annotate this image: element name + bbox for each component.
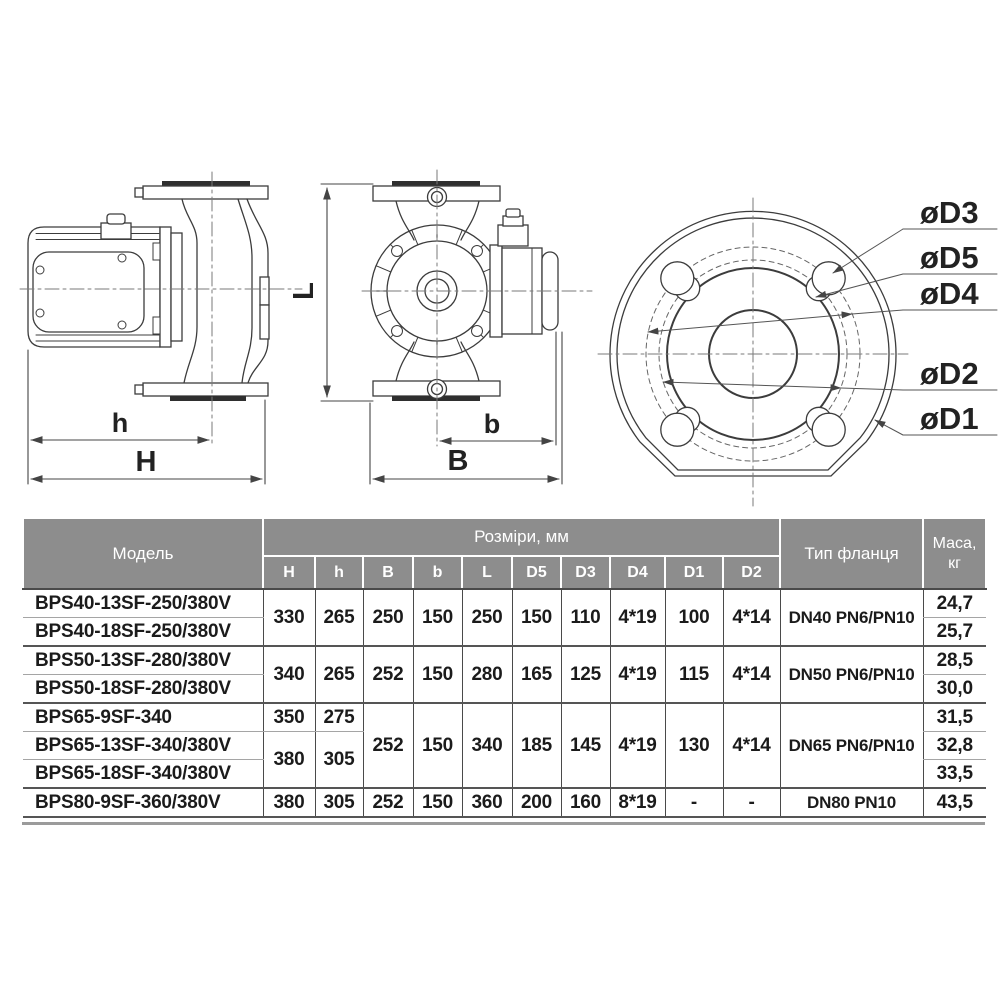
pump-body-inner: [238, 199, 252, 383]
side-view: [20, 172, 302, 484]
cell-D1: 100: [665, 589, 723, 646]
dim-label-b: b: [483, 409, 501, 439]
cell-model: BPS65-9SF-340: [23, 703, 263, 732]
cell-h: 275: [315, 703, 363, 732]
cell-flange-type: DN50 PN6/PN10: [780, 646, 923, 703]
cell-H: 340: [263, 646, 315, 703]
cell-D3: 110: [561, 589, 610, 646]
terminal-box-cap: [506, 209, 520, 217]
cell-flange-type: DN80 PN10: [780, 788, 923, 817]
cell-mass: 32,8: [923, 732, 986, 760]
volute-boss: [472, 326, 483, 337]
cell-D1: 130: [665, 703, 723, 788]
cell-model: BPS40-13SF-250/380V: [23, 589, 263, 618]
flange-bolt-icon: [135, 188, 143, 197]
flange-dim-label-d1: øD1: [920, 401, 979, 436]
motor-cover: [33, 252, 144, 332]
cell-L: 340: [462, 703, 512, 788]
leader-line-d4: [648, 314, 852, 332]
table-row: [23, 646, 986, 675]
flange-dim-label-d4: øD4: [920, 276, 979, 311]
header-col-b: b: [413, 556, 462, 589]
header-col-D3: D3: [561, 556, 610, 589]
cell-L: 250: [462, 589, 512, 646]
terminal-box: [101, 223, 131, 239]
cell-D2: 4*14: [723, 589, 780, 646]
cell-D2: 4*14: [723, 703, 780, 788]
cell-D5: 165: [512, 646, 561, 703]
cell-D5: 150: [512, 589, 561, 646]
cell-mass: 28,5: [923, 646, 986, 675]
cell-b: 150: [413, 646, 462, 703]
dim-label-h: h: [111, 408, 129, 438]
cell-b: 150: [413, 788, 462, 817]
header-col-D1: D1: [665, 556, 723, 589]
cell-mass: 30,0: [923, 675, 986, 704]
spec-table: [22, 517, 987, 818]
pump-body-left: [182, 199, 197, 383]
cell-model: BPS65-18SF-340/380V: [23, 760, 263, 789]
body-notch: [260, 305, 269, 339]
cell-D4: 4*19: [610, 589, 665, 646]
gasket-strip: [170, 396, 246, 401]
cell-D4: 4*19: [610, 646, 665, 703]
bolt-hole: [806, 407, 845, 446]
cell-h: 265: [315, 646, 363, 703]
cell-L: 280: [462, 646, 512, 703]
flange-plate-top: [143, 186, 268, 199]
cell-B: 252: [363, 788, 413, 817]
front-view: [288, 170, 592, 484]
dim-label-L: L: [288, 282, 320, 300]
cell-mass: 24,7: [923, 589, 986, 618]
header-col-H: H: [263, 556, 315, 589]
terminal-box: [498, 225, 528, 246]
cell-D1: 115: [665, 646, 723, 703]
cell-B: 252: [363, 646, 413, 703]
cell-D2: -: [723, 788, 780, 817]
leader-line-d2: [841, 388, 903, 390]
header-col-D5: D5: [512, 556, 561, 589]
header-model: Модель: [23, 518, 263, 589]
cell-D2: 4*14: [723, 646, 780, 703]
cell-h: 265: [315, 589, 363, 646]
cell-H: 350: [263, 703, 315, 732]
cell-mass: 43,5: [923, 788, 986, 817]
cell-mass: 31,5: [923, 703, 986, 732]
header-mass-line2: кг: [948, 554, 961, 572]
adapter-tab: [153, 317, 160, 334]
cell-model: BPS50-18SF-280/380V: [23, 675, 263, 704]
flange-dim-label-d5: øD5: [920, 240, 979, 275]
cell-H: 330: [263, 589, 315, 646]
flange-dim-label-d2: øD2: [920, 356, 979, 391]
cell-flange-type: DN65 PN6/PN10: [780, 703, 923, 788]
cell-H: 380: [263, 788, 315, 817]
cell-mass: 33,5: [923, 760, 986, 789]
leader-line-d1: [875, 420, 903, 435]
leader-line-d4: [852, 310, 903, 314]
cell-flange-type: DN40 PN6/PN10: [780, 589, 923, 646]
cell-mass: 25,7: [923, 618, 986, 647]
cell-B: 252: [363, 703, 413, 788]
bolt-hole: [661, 407, 700, 446]
header-mass: [923, 518, 986, 589]
bolt-hole: [661, 262, 700, 301]
table-row: [23, 589, 986, 618]
volute-boss: [392, 326, 403, 337]
cell-model: BPS65-13SF-340/380V: [23, 732, 263, 760]
header-col-h: h: [315, 556, 363, 589]
cell-D5: 185: [512, 703, 561, 788]
header-col-D4: D4: [610, 556, 665, 589]
cell-b: 150: [413, 703, 462, 788]
leader-line-d2: [663, 382, 841, 388]
table-bottom-rule: [22, 822, 985, 825]
neck-line: [396, 342, 414, 381]
body-notch: [260, 277, 269, 305]
cell-D5: 200: [512, 788, 561, 817]
cell-b: 150: [413, 589, 462, 646]
cell-model: BPS40-18SF-250/380V: [23, 618, 263, 647]
spec-table-wrap: [22, 517, 985, 825]
cell-D3: 160: [561, 788, 610, 817]
table-row: [23, 788, 986, 817]
gasket-strip: [392, 181, 480, 186]
adapter-tab: [153, 243, 160, 260]
adapter-plate: [171, 233, 182, 341]
header-flange-type: Тип фланця: [780, 518, 923, 589]
cell-D3: 125: [561, 646, 610, 703]
cell-H: 380: [263, 732, 315, 789]
cell-model: BPS50-13SF-280/380V: [23, 646, 263, 675]
dim-label-H: H: [135, 446, 157, 478]
cell-model: BPS80-9SF-360/380V: [23, 788, 263, 817]
flange-bolt-icon: [135, 385, 143, 394]
cell-h: 305: [315, 732, 363, 789]
leader-line-d3: [833, 229, 903, 273]
gasket-strip: [162, 181, 250, 186]
volute-boss: [472, 246, 483, 257]
header-col-B: B: [363, 556, 413, 589]
cell-D3: 145: [561, 703, 610, 788]
header-dimensions-group: Розміри, мм: [263, 518, 780, 556]
volute-boss: [392, 246, 403, 257]
flange-plate-bottom: [143, 383, 268, 396]
terminal-box-cap: [107, 214, 125, 224]
neck-line: [396, 201, 414, 240]
adapter-plate: [160, 227, 171, 347]
flange-view: [598, 195, 997, 506]
header-col-D2: D2: [723, 556, 780, 589]
dim-label-B: B: [447, 445, 469, 477]
cell-h: 305: [315, 788, 363, 817]
header-mass-line1: Маса,: [932, 535, 977, 553]
cell-L: 360: [462, 788, 512, 817]
flange-dim-label-d3: øD3: [920, 195, 979, 230]
cell-B: 250: [363, 589, 413, 646]
cell-D4: 8*19: [610, 788, 665, 817]
header-col-L: L: [462, 556, 512, 589]
table-row: [23, 703, 986, 732]
cell-D4: 4*19: [610, 703, 665, 788]
cell-D1: -: [665, 788, 723, 817]
